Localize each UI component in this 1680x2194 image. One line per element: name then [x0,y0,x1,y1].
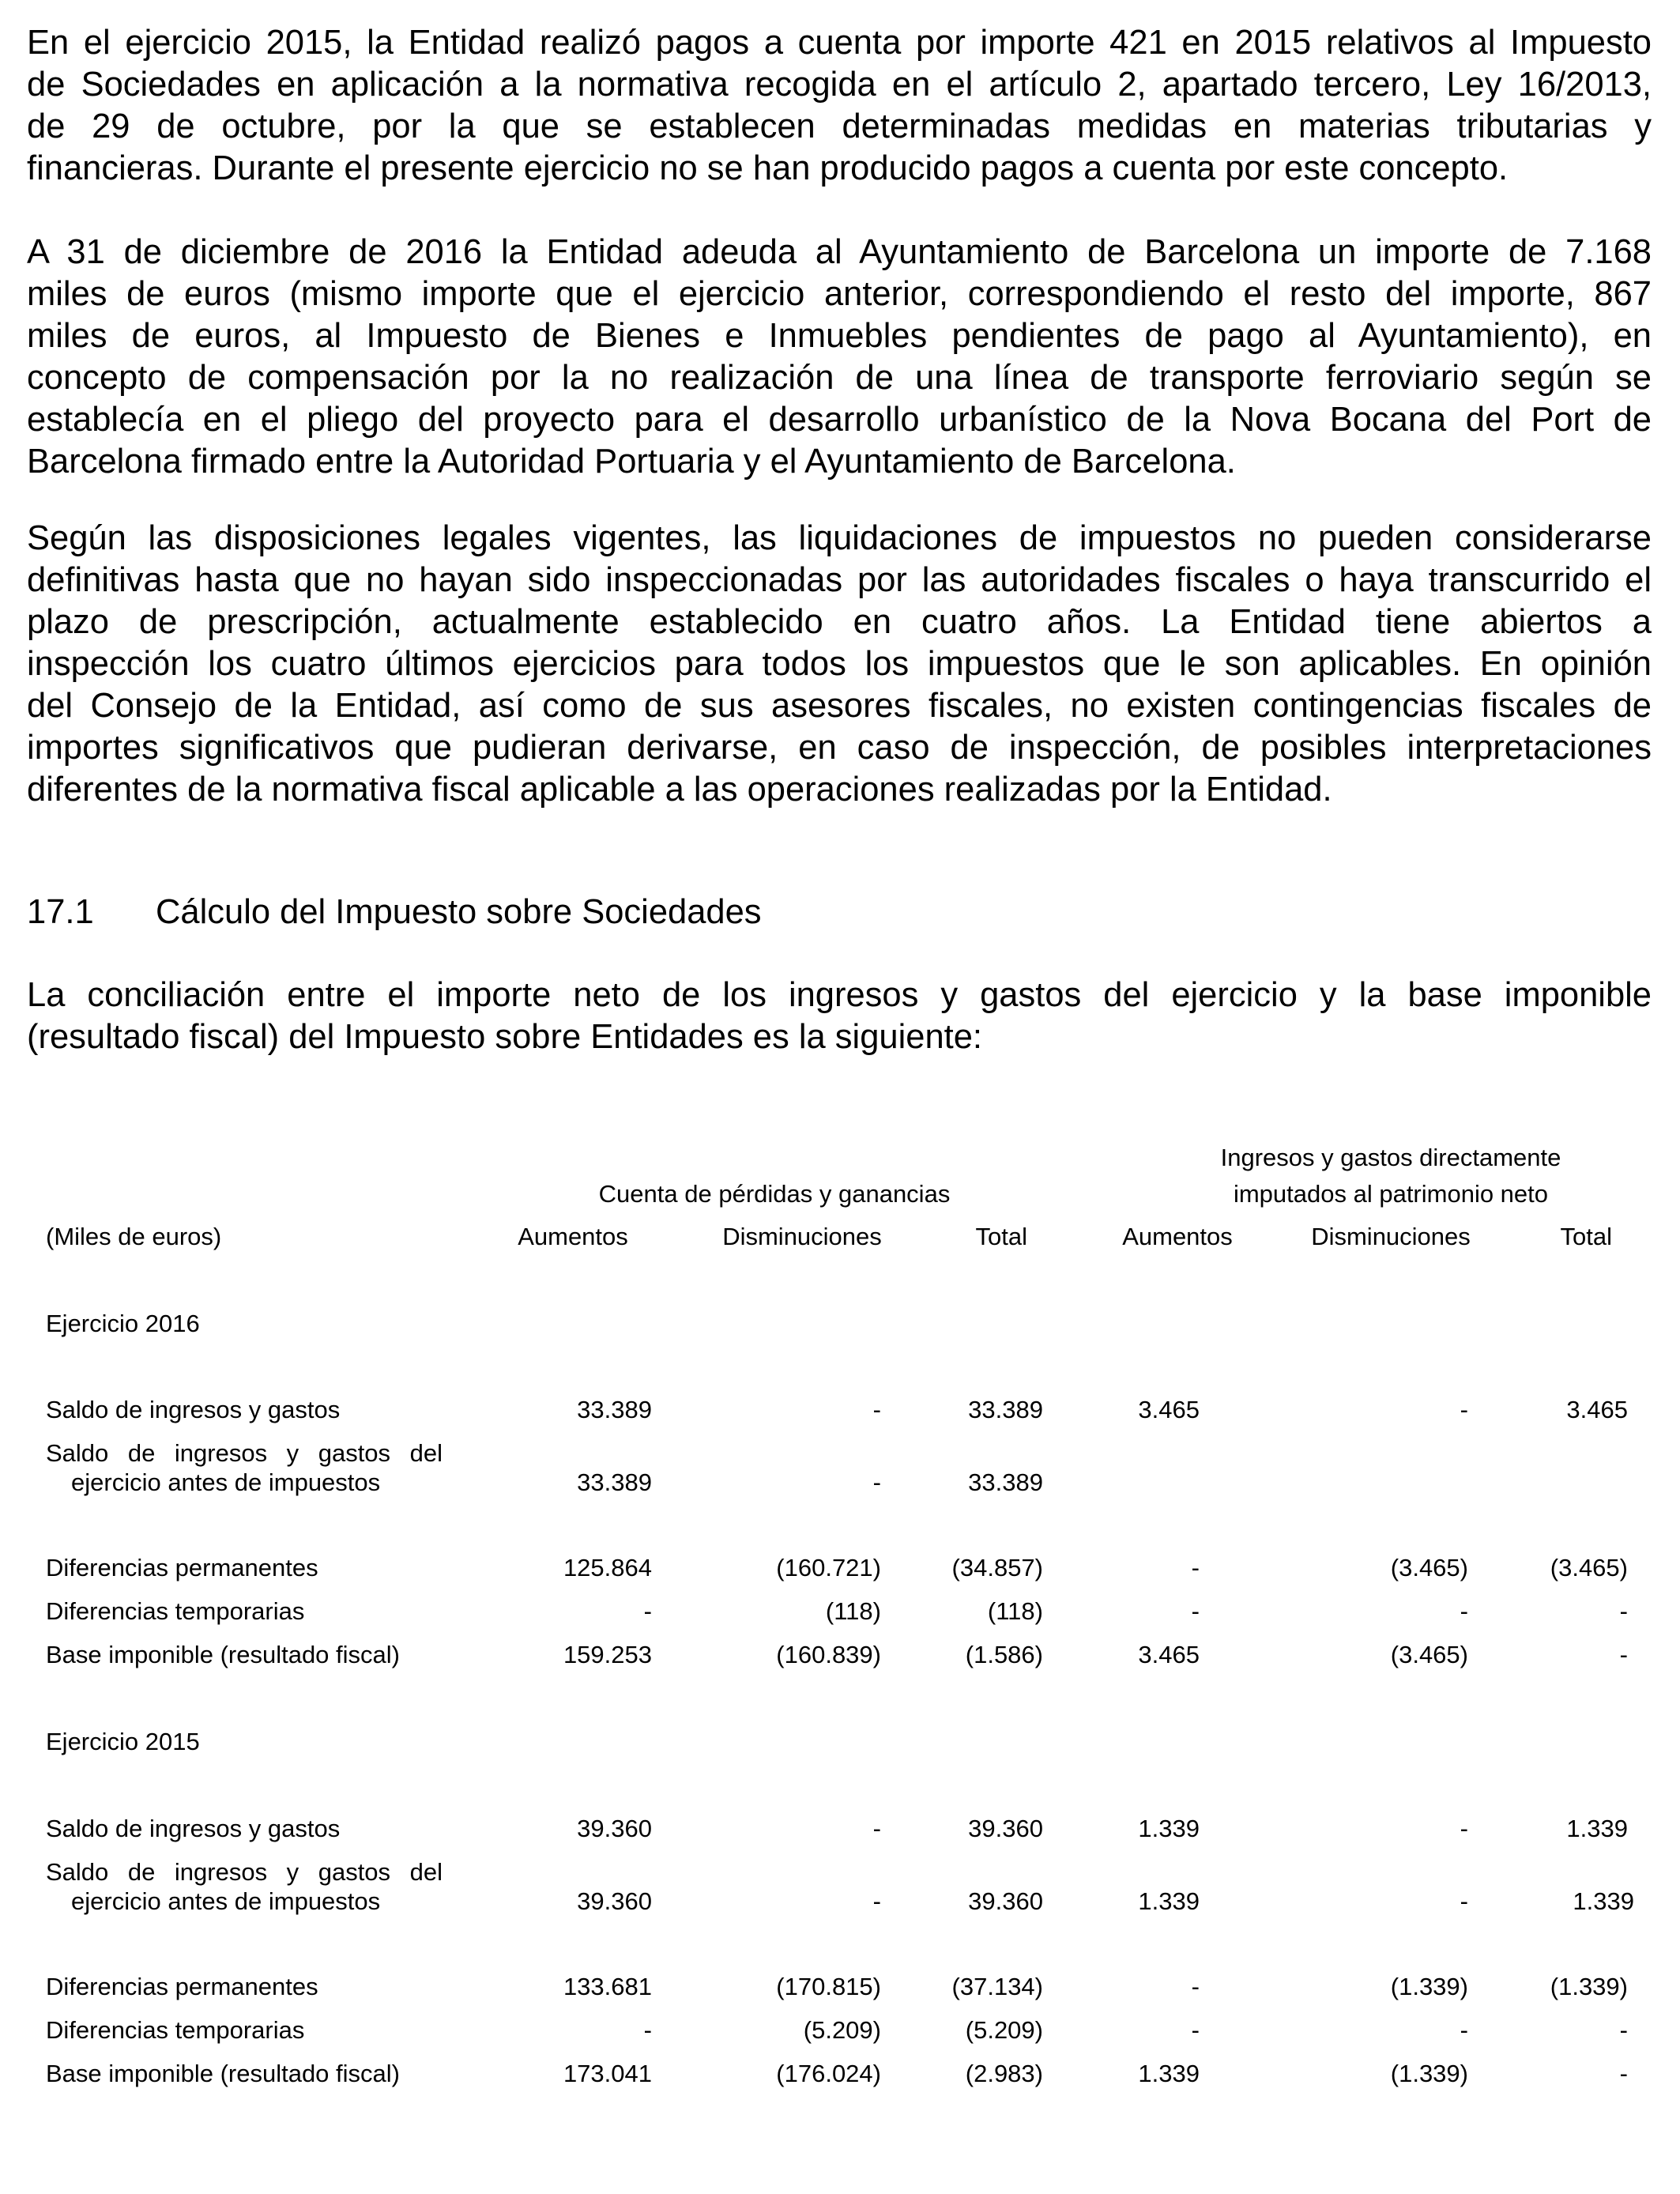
row-label: Base imponible (resultado fiscal) [46,2060,400,2087]
row-label: Diferencias temporarias [46,1597,305,1625]
cell: 39.360 [577,1815,652,1842]
col-header-aumentos-pn: Aumentos [1122,1223,1233,1250]
row-label: Saldo de ingresos y gastos del [46,1439,443,1467]
cell: (1.339) [1390,1973,1468,2000]
year-label-2015: Ejercicio 2015 [46,1728,200,1755]
paragraph-ayuntamiento [27,232,1652,483]
cell: (2.983) [965,2060,1043,2087]
group-header-pyg: Cuenta de pérdidas y ganancias [598,1180,951,1208]
text-line: importes significativos que pudieran derivarse, en caso de inspección, de posibles interpretaciones [27,729,1652,767]
paragraph-intro-conciliacion [27,974,1652,1058]
cell: (170.815) [776,1973,881,2000]
row-label: Diferencias permanentes [46,1973,318,2000]
cell: 39.360 [577,1887,652,1915]
cell: - [643,2016,652,2044]
cell: - [872,1396,881,1423]
cell: (118) [825,1597,881,1625]
cell: 33.389 [577,1396,652,1423]
cell: (1.339) [1390,2060,1468,2087]
section-number: 17.1 [27,893,94,931]
section-title: Cálculo del Impuesto sobre Sociedades [156,893,762,931]
text-line: (resultado fiscal) del Impuesto sobre Entidades es la siguiente: [27,1018,982,1056]
cell: (160.721) [776,1554,881,1581]
row-label: Saldo de ingresos y gastos [46,1815,341,1842]
col-header-aumentos: Aumentos [518,1223,628,1250]
paragraph-pagos-a-cuenta [27,22,1652,190]
text-line: del Consejo de la Entidad, así como de sus asesores fiscales, no existen contingencias fiscales de [27,687,1652,725]
text-line: plazo de prescripción, actualmente establecido en cuatro años. La Entidad tiene abiertos a [27,603,1652,641]
cell: - [872,1815,881,1842]
text-line: diferentes de la normativa fiscal aplicable a las operaciones realizadas por la Entidad. [27,771,1332,809]
row-label: Saldo de ingresos y gastos del [46,1858,443,1886]
cell: 159.253 [563,1641,652,1668]
paragraph-inspeccion [27,518,1652,811]
cell: - [1191,1973,1200,2000]
cell: - [872,1468,881,1496]
cell: 1.339 [1138,1887,1200,1915]
text-line: La conciliación entre el importe neto de los ingresos y gastos del ejercicio y la base imponible [27,976,1652,1014]
text-line: financieras. Durante el presente ejercicio no se han producido pagos a cuenta por este concepto. [27,149,1509,187]
cell: 1.339 [1138,1815,1200,1842]
cell: - [1191,2016,1200,2044]
cell: (3.465) [1550,1554,1628,1581]
cell: (176.024) [776,2060,881,2087]
cell: - [1460,2016,1468,2044]
cell: 173.041 [563,2060,652,2087]
text-line: de Sociedades en aplicación a la normativa recogida en el artículo 2, apartado tercero, Ley 16/2013, [27,66,1652,104]
cell: 3.465 [1138,1641,1200,1668]
text-line: concepto de compensación por la no realización de una línea de transporte ferroviario según se [27,359,1652,397]
row-label: Diferencias temporarias [46,2016,305,2044]
cell: 3.465 [1566,1396,1628,1423]
cell: (5.209) [803,2016,881,2044]
cell: - [1191,1597,1200,1625]
cell: 39.360 [968,1815,1043,1842]
text-line: A 31 de diciembre de 2016 la Entidad adeuda al Ayuntamiento de Barcelona un importe de 7.168 [27,233,1652,271]
text-line: miles de euros, al Impuesto de Bienes e Inmuebles pendientes de pago al Ayuntamiento), en [27,317,1652,355]
cell: (1.586) [965,1641,1043,1668]
col-header-total: Total [975,1223,1027,1250]
cell: 125.864 [563,1554,652,1581]
cell: - [1191,1554,1200,1581]
col-header-disminuciones: Disminuciones [722,1223,882,1250]
cell: 33.389 [968,1396,1043,1423]
text-line: En el ejercicio 2015, la Entidad realizó pagos a cuenta por importe 421 en 2015 relativos al Impuesto [27,24,1652,62]
cell: 39.360 [968,1887,1043,1915]
cell: 1.339 [1138,2060,1200,2087]
cell: 1.339 [1566,1815,1628,1842]
year-label-2016: Ejercicio 2016 [46,1310,200,1337]
cell: (37.134) [951,1973,1043,2000]
text-line: Barcelona firmado entre la Autoridad Portuaria y el Ayuntamiento de Barcelona. [27,443,1236,481]
unit-label: (Miles de euros) [46,1223,222,1250]
cell: 133.681 [563,1973,652,2000]
cell: - [872,1887,881,1915]
cell: 33.389 [968,1468,1043,1496]
cell: - [1619,2016,1628,2044]
cell: (3.465) [1390,1641,1468,1668]
cell: - [1460,1597,1468,1625]
cell: - [1619,1641,1628,1668]
group-header-pn-line2: imputados al patrimonio neto [1233,1180,1549,1208]
row-label: Base imponible (resultado fiscal) [46,1641,400,1668]
cell: 33.389 [577,1468,652,1496]
cell: (160.839) [776,1641,881,1668]
cell: - [1619,2060,1628,2087]
col-header-total-pn: Total [1560,1223,1612,1250]
row-label-cont: ejercicio antes de impuestos [71,1468,381,1496]
text-line: Según las disposiciones legales vigentes, las liquidaciones de impuestos no pueden considerarse [27,519,1652,557]
cell: - [1619,1597,1628,1625]
cell: - [1460,1815,1468,1842]
section-heading [27,892,762,933]
text-line: inspección los cuatro últimos ejercicios para todos los impuestos que le son aplicables. En opinión [27,645,1652,683]
text-line: establecía en el pliego del proyecto para el desarrollo urbanístico de la Nova Bocana del Port de [27,401,1652,439]
row-label-cont: ejercicio antes de impuestos [71,1887,381,1915]
row-label: Saldo de ingresos y gastos [46,1396,341,1423]
cell: (5.209) [965,2016,1043,2044]
col-header-disminuciones-pn: Disminuciones [1311,1223,1471,1250]
row-label: Diferencias permanentes [46,1554,318,1581]
cell: - [643,1597,652,1625]
text-line: miles de euros (mismo importe que el ejercicio anterior, correspondiendo el resto del importe, 867 [27,275,1652,313]
cell: 3.465 [1138,1396,1200,1423]
cell: (1.339) [1550,1973,1628,2000]
cell: (34.857) [951,1554,1043,1581]
cell: 1.339 [1573,1887,1634,1915]
cell: - [1460,1396,1468,1423]
cell: (3.465) [1390,1554,1468,1581]
group-header-pn-line1: Ingresos y gastos directamente [1220,1144,1561,1171]
cell: - [1460,1887,1468,1915]
text-line: definitivas hasta que no hayan sido inspeccionadas por las autoridades fiscales o haya transcurrido el [27,561,1652,599]
cell: (118) [987,1597,1043,1625]
text-line: de 29 de octubre, por la que se establecen determinadas medidas en materias tributarias y [27,107,1652,145]
